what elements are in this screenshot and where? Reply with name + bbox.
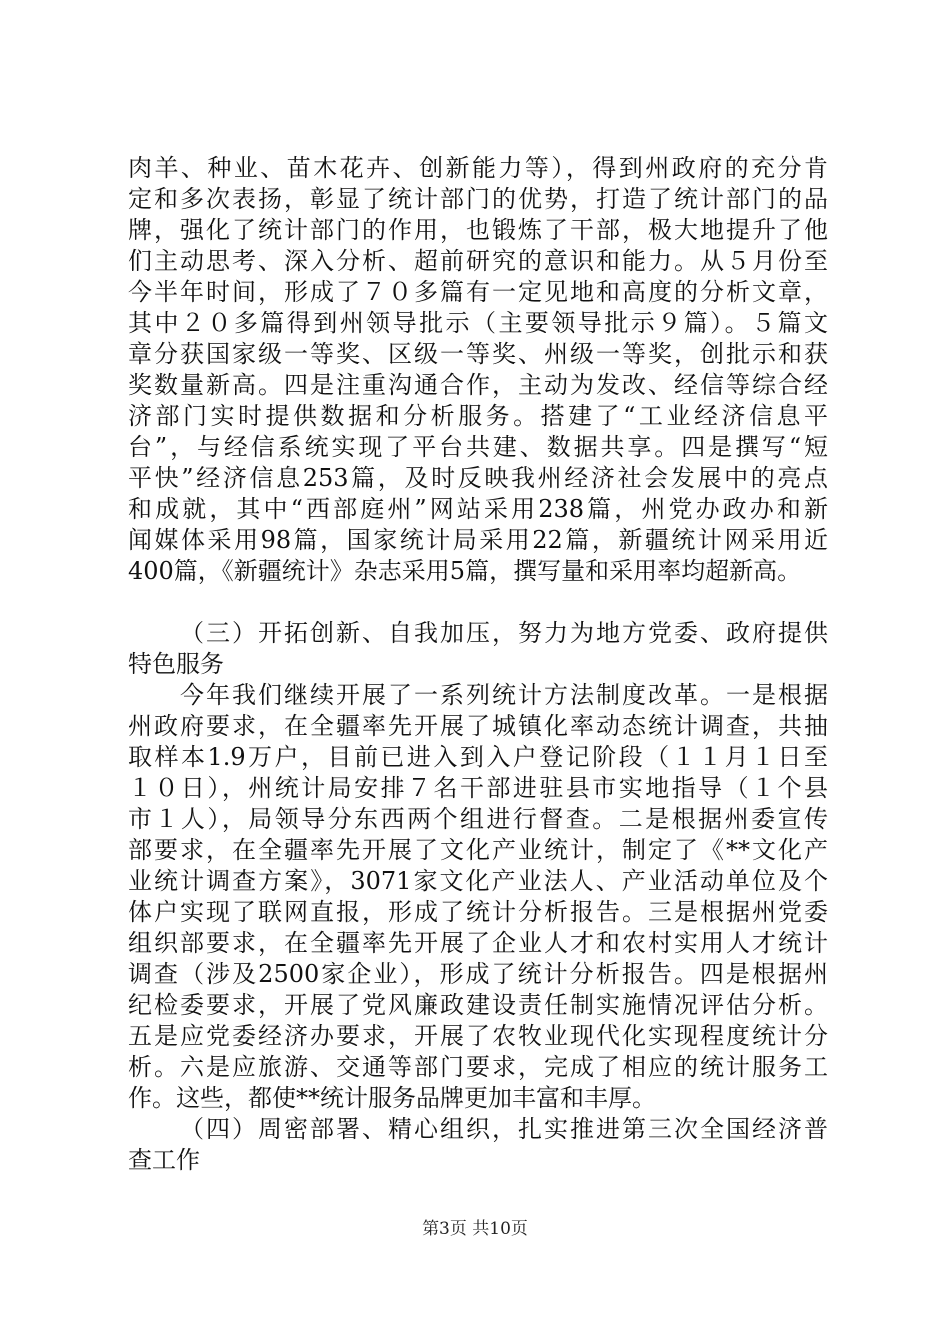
text-line: 业统计调查方案》，3071家文化产业法人、产业活动单位及个 xyxy=(128,867,828,895)
text-line: 和成就，其中“西部庭州”网站采用238篇，州党办政办和新 xyxy=(128,495,828,523)
text-line: 章分获国家级一等奖、区级一等奖、州级一等奖，创批示和获 xyxy=(128,340,828,368)
text-line: 济部门实时提供数据和分析服务。搭建了“工业经济信息平 xyxy=(128,402,828,430)
text-line: 台”，与经信系统实现了平台共建、数据共享。四是撰写“短 xyxy=(128,433,828,461)
text-line: 今半年时间，形成了７０多篇有一定见地和高度的分析文章， xyxy=(128,278,828,306)
text-line: 纪检委要求，开展了党风廉政建设责任制实施情况评估分析。 xyxy=(128,991,828,1019)
text-line: 取样本1.9万户，目前已进入到入户登记阶段（１１月１日至 xyxy=(128,743,828,771)
page-footer: 第3页 共10页 xyxy=(422,1219,528,1239)
text-line: 部要求，在全疆率先开展了文化产业统计，制定了《**文化产 xyxy=(128,836,828,864)
section-heading-3-cont: 特色服务 xyxy=(128,650,224,678)
section-heading-4: （四）周密部署、精心组织，扎实推进第三次全国经济普 xyxy=(180,1115,828,1143)
text-line: 州政府要求，在全疆率先开展了城镇化率动态统计调查，共抽 xyxy=(128,712,828,740)
text-line: 其中２０多篇得到州领导批示（主要领导批示９篇）。５篇文 xyxy=(128,309,828,337)
text-line: 牌，强化了统计部门的作用，也锻炼了干部，极大地提升了他 xyxy=(128,216,828,244)
text-line: 体户实现了联网直报，形成了统计分析报告。三是根据州党委 xyxy=(128,898,828,926)
document-body xyxy=(128,153,828,1176)
text-line: 析。六是应旅游、交通等部门要求，完成了相应的统计服务工 xyxy=(128,1053,828,1081)
text-line: 400篇，《新疆统计》杂志采用5篇，撰写量和采用率均超新高。 xyxy=(128,557,802,585)
text-line: 作。这些，都使**统计服务品牌更加丰富和丰厚。 xyxy=(128,1084,656,1112)
section-heading-4-cont: 查工作 xyxy=(128,1146,200,1174)
text-line: １０日），州统计局安排７名干部进驻县市实地指导（１个县 xyxy=(128,774,828,802)
text-line: 闻媒体采用98篇，国家统计局采用22篇，新疆统计网采用近 xyxy=(128,526,828,554)
text-line: 平快”经济信息253篇，及时反映我州经济社会发展中的亮点 xyxy=(128,464,828,492)
section-heading-3: （三）开拓创新、自我加压，努力为地方党委、政府提供 xyxy=(180,619,828,647)
text-line: 调查（涉及2500家企业），形成了统计分析报告。四是根据州 xyxy=(128,960,828,988)
paragraph-gap xyxy=(128,587,828,618)
text-line: 今年我们继续开展了一系列统计方法制度改革。一是根据 xyxy=(180,681,828,709)
text-line: 奖数量新高。四是注重沟通合作，主动为发改、经信等综合经 xyxy=(128,371,828,399)
text-line: 五是应党委经济办要求，开展了农牧业现代化实现程度统计分 xyxy=(128,1022,828,1050)
text-line: 们主动思考、深入分析、超前研究的意识和能力。从５月份至 xyxy=(128,247,828,275)
text-line: 肉羊、种业、苗木花卉、创新能力等），得到州政府的充分肯 xyxy=(128,154,828,182)
text-line: 组织部要求，在全疆率先开展了企业人才和农村实用人才统计 xyxy=(128,929,828,957)
text-line: 市１人），局领导分东西两个组进行督查。二是根据州委宣传 xyxy=(128,805,828,833)
text-line: 定和多次表扬，彰显了统计部门的优势，打造了统计部门的品 xyxy=(128,185,828,213)
